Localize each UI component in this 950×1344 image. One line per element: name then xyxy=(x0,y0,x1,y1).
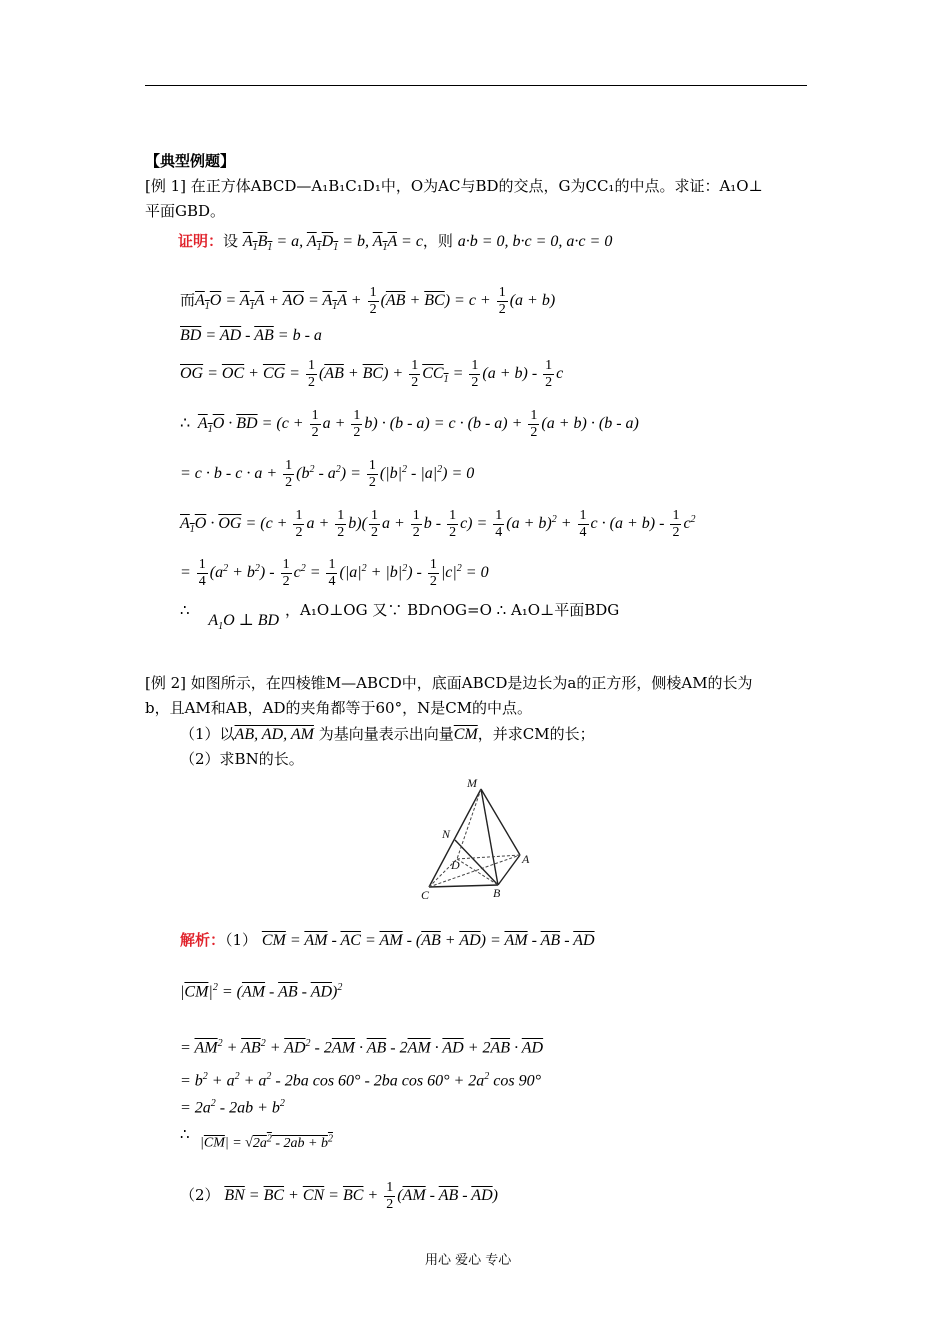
eq-cm: $\overline{CM} = \overline{AM} - \overline{AC} = \overline{AM} - (\overline{AB} + \overline{AD}) = \overline{AM} - \overline{AB} - \overline{AD}$ xyxy=(261,932,595,949)
eq-a1o-dot-og: $A_1O \cdot \overline{OG} = (c$ + $\frac{1}{2}$ a + $\frac{1}{2}$ b)( $\frac{1}{2}$ a + $\frac{1}{2}$ b - $\frac{1}{2}$ c) = $\frac{1}{4}$ $(a + b)^2$ + $\frac{1}{4}$ c · (a + b) - $\frac{1}{2}$ $c^2$ xyxy=(180,508,696,540)
vector-cm: $\overline{CM}$ xyxy=(453,726,478,743)
therefore-symbol: ∴ xyxy=(180,601,190,619)
edge-cb xyxy=(429,885,498,887)
edge-md-hidden xyxy=(457,789,481,859)
solution-label: 解析： xyxy=(180,931,226,949)
solution-part2: （2） $\overline{BN} = \overline{BC} + \overline{CN} = \overline{BC}$ + $\frac{1}{2}$ $(\overline{AM} - \overline{AB} - \overline{AD})$ xyxy=(180,1180,498,1212)
pyramid-figure xyxy=(415,775,545,903)
eq-og: $\overline{OG} = \overline{OC} + \overline{CG}$ = $\frac{1}{2}$ $(\overline{AB} + \overline{BC})$ + $\frac{1}{2}$ $CC_1$ = $\frac{1}{2}$ (a + b) - $\frac{1}{2}$ c xyxy=(180,358,564,390)
label-n: N xyxy=(442,827,451,841)
page-footer: 用心 爱心 专心 xyxy=(425,1253,512,1268)
label-d: D xyxy=(451,858,460,872)
a1o-perp-bd: $A_1O$ ⊥ BD xyxy=(208,612,280,633)
edge-ba xyxy=(498,855,520,885)
example1-line2: 平面GBD。 xyxy=(145,202,226,220)
eq-cm-length: $|\overline{CM}| = √2a^2 - 2ab + b^2$ xyxy=(200,1133,333,1151)
eq-dot-result: = c · b - c · a + $\frac{1}{2}$ $(b^2 - a^2)$ = $\frac{1}{2}$ $(|b|^2 - |a|^2) = 0$ xyxy=(180,458,475,490)
proof-conditions: a·b = 0, b·c = 0, a·c = 0 xyxy=(457,233,613,250)
eq-a1o: 而$A_1O = A_1A + \overline{AO} = A_1A$ + $\frac{1}{2}$ $(\overline{AB} + \overline{BC}) = c$ + $\frac{1}{2}$ (a + b) xyxy=(180,285,556,317)
eq-cm-squared: $|\overline{CM}|^2 = (\overline{AM} - \overline{AB} - \overline{AD})^2$ xyxy=(180,982,343,1001)
eq-a1o-dot-bd: ∴ $A_1O \cdot \overline{BD} = (c$ + $\frac{1}{2}$ a + $\frac{1}{2}$ b) · (b - a) = c · (b - a) + $\frac{1}{2}$ (a + b) · (b - a) xyxy=(180,408,639,440)
example2-question2: （2）求BN的长。 xyxy=(180,750,304,768)
eq-expand: = $\overline{AM}^2 + \overline{AB}^2 + \overline{AD}^2 - 2\overline{AM} \cdot \overline{AB} - 2\overline{AM} \cdot \overline{AD} + 2\overline{AB} \cdot \overline{AD}$ xyxy=(180,1038,544,1057)
proof-then-word: ，则 xyxy=(422,232,453,250)
eq-simplified: = $2a^2 - 2ab + b^2$ xyxy=(180,1098,285,1117)
label-m: M xyxy=(467,776,477,790)
proof-set-word: 设 xyxy=(223,232,239,250)
proof-header xyxy=(178,229,612,260)
conclusion-text: ，A₁O⊥OG 又∵ BD∩OG=O ∴ A₁O⊥平面BDG xyxy=(285,601,620,619)
cm-length-line: ∴ xyxy=(180,1125,190,1143)
header-rule xyxy=(145,85,807,86)
solution-part1: 解析：（1） $\overline{CM} = \overline{AM} - \overline{AC} = \overline{AM} - (\overline{AB} + \overline{AD}) = \overline{AM} - \overline{AB} - \overline{AD}$ xyxy=(180,931,595,949)
label-a: A xyxy=(522,852,530,866)
eq-cos: = $b^2 + a^2 + a^2 - 2ba$ cos 60° - 2ba $\cos 60^\circ + 2a^2$ cos 90° xyxy=(180,1071,542,1090)
eq-og-result: = $\frac{1}{4}$ $(a^2 + b^2)$ - $\frac{1}{2}$ $c^2$ = $\frac{1}{4}$ $(|a|^2 + |b|^2)$ - $\frac{1}{2}$ $|c|^2 = 0$ xyxy=(180,557,489,589)
section-title: 【典型例题】 xyxy=(145,152,236,170)
proof-vector-definitions: $A_1B_1 = a$, $A_1D_1 = b$, $A_1A = c$ xyxy=(242,233,423,254)
basis-vectors: AB, AD, AM xyxy=(234,726,314,743)
example1-line1: [例 1] 在正方体ABCD—A₁B₁C₁D₁中，O为AC与BD的交点，G为CC₁的中点。求证：A₁O⊥ xyxy=(145,177,763,195)
example2-question1: （1）以AB, AD, AM 为基向量表示出向量$\overline{CM}$，并求CM的长； xyxy=(180,725,595,743)
proof-conclusion xyxy=(180,598,620,633)
edge-mc xyxy=(429,789,481,887)
proof-label: 证明： xyxy=(178,232,224,250)
label-c: C xyxy=(421,888,430,902)
eq-bd: $\overline{BD} = \overline{AD} - \overline{AB} = b - a$ xyxy=(180,327,322,344)
label-b: B xyxy=(493,886,501,900)
example2-line2: b，且AM和AB，AD的夹角都等于60°，N是CM的中点。 xyxy=(145,699,533,717)
eq-bn: $\overline{BN} = \overline{BC} + \overline{CN} = \overline{BC}$ + $\frac{1}{2}$ $(\overline{AM} - \overline{AB} - \overline{AD})$ xyxy=(224,1180,498,1212)
example2-line1: [例 2] 如图所示，在四棱锥M—ABCD中，底面ABCD是边长为a的正方形，侧棱AM的长为 xyxy=(145,674,753,692)
